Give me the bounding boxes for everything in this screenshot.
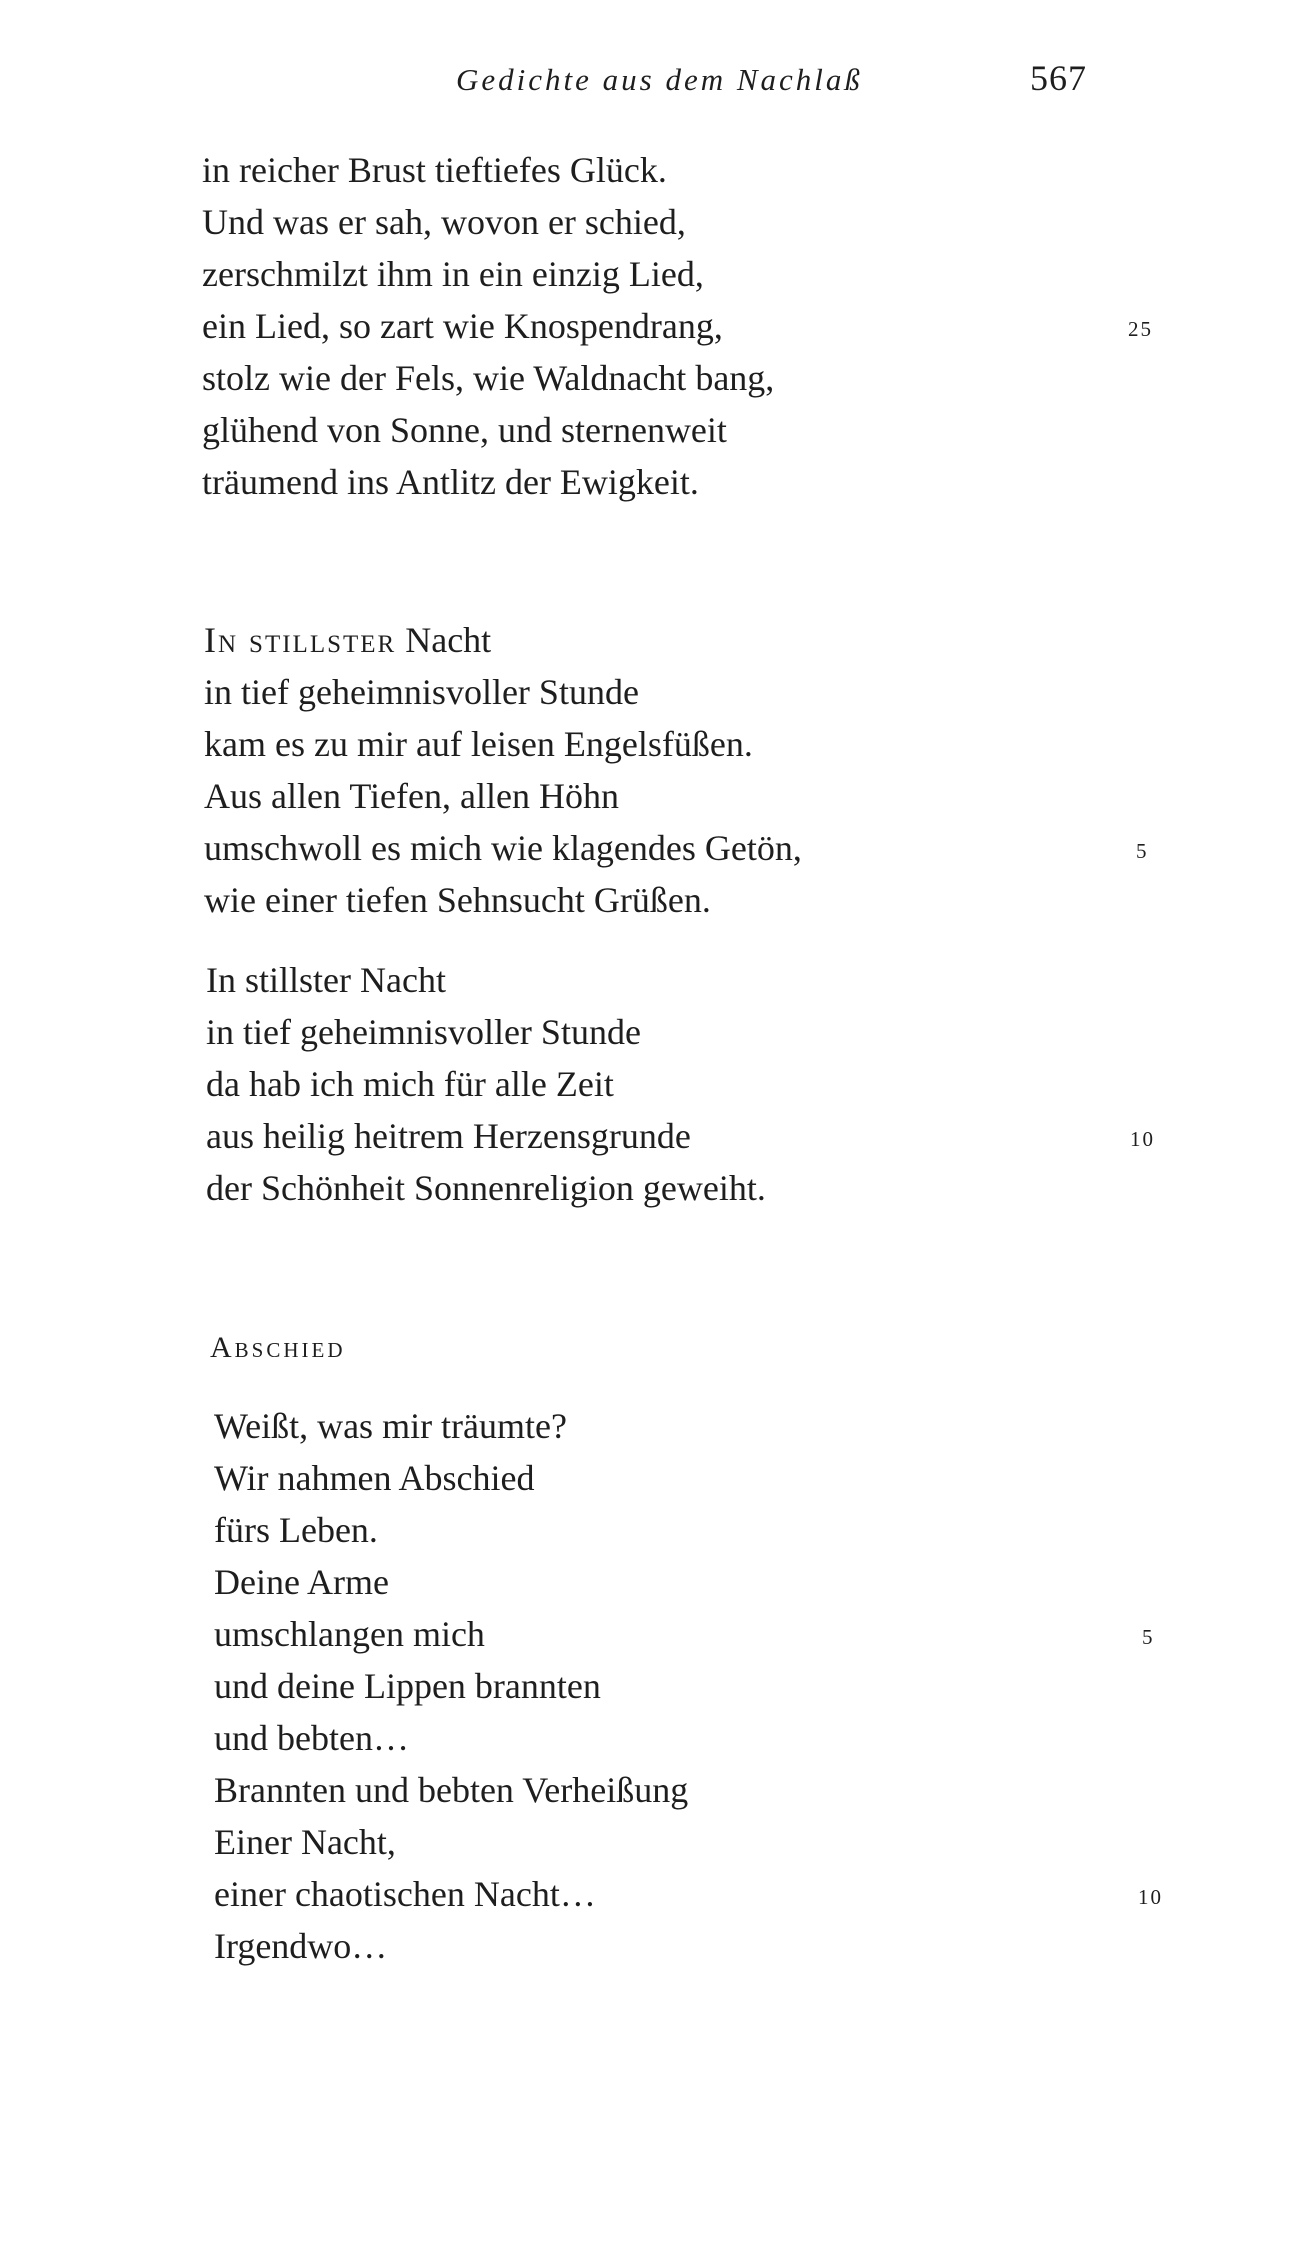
line-number: 25 — [1128, 317, 1153, 341]
poem-line: einer chaotischen Nacht… — [214, 1874, 596, 1914]
poem-title: Abschied — [210, 1331, 346, 1364]
line-number: 10 — [1130, 1127, 1155, 1151]
poem-line: Irgendwo… — [214, 1926, 388, 1966]
poem-line: und bebten… — [214, 1718, 409, 1758]
poem-line: umschlangen mich — [214, 1614, 485, 1654]
poem-line: kam es zu mir auf leisen Engelsfüßen. — [204, 724, 753, 764]
poem-line: der Schönheit Sonnenreligion geweiht. — [206, 1168, 766, 1208]
poem-line: in reicher Brust tieftiefes Glück. — [202, 150, 667, 190]
poem-line: Brannten und bebten Verheißung — [214, 1770, 689, 1810]
poem-line: Weißt, was mir träumte? — [214, 1406, 567, 1446]
poem-line: fürs Leben. — [214, 1510, 378, 1550]
poem-line: Aus allen Tiefen, allen Höhn — [204, 776, 619, 816]
poem-line: in tief geheimnisvoller Stunde — [206, 1012, 641, 1052]
poem-line: umschwoll es mich wie klagendes Getön, — [204, 828, 802, 868]
line-number: 10 — [1138, 1885, 1163, 1909]
poem-line: in tief geheimnisvoller Stunde — [204, 672, 639, 712]
poem-line: Einer Nacht, — [214, 1822, 396, 1862]
poem-line: In stillster Nacht — [206, 960, 446, 1000]
poem-line: Deine Arme — [214, 1562, 389, 1602]
poem-line: stolz wie der Fels, wie Waldnacht bang, — [202, 358, 775, 398]
poem-line: glühend von Sonne, und sternenweit — [202, 410, 727, 450]
poem-line: träumend ins Antlitz der Ewigkeit. — [202, 462, 699, 502]
poem-first-line-rest: Nacht — [396, 620, 492, 660]
poem-first-words: In stillster — [204, 620, 397, 660]
poem-line: wie einer tiefen Sehnsucht Grüßen. — [204, 880, 711, 920]
line-number: 5 — [1142, 1625, 1155, 1649]
poem-line: zerschmilzt ihm in ein einzig Lied, — [202, 254, 704, 294]
poem-line: Wir nahmen Abschied — [214, 1458, 535, 1498]
poem-line: aus heilig heitrem Herzensgrunde — [206, 1116, 691, 1156]
poem-line: ein Lied, so zart wie Knospendrang, — [202, 306, 723, 346]
running-header-title: Gedichte aus dem Nachlaß — [456, 62, 863, 97]
poem-line: und deine Lippen brannten — [214, 1666, 601, 1706]
poem-line: Und was er sah, wovon er schied, — [202, 202, 686, 242]
page-number: 567 — [1030, 58, 1087, 98]
poem-first-line — [204, 618, 491, 662]
poem-line: da hab ich mich für alle Zeit — [206, 1064, 614, 1104]
line-number: 5 — [1136, 839, 1149, 863]
